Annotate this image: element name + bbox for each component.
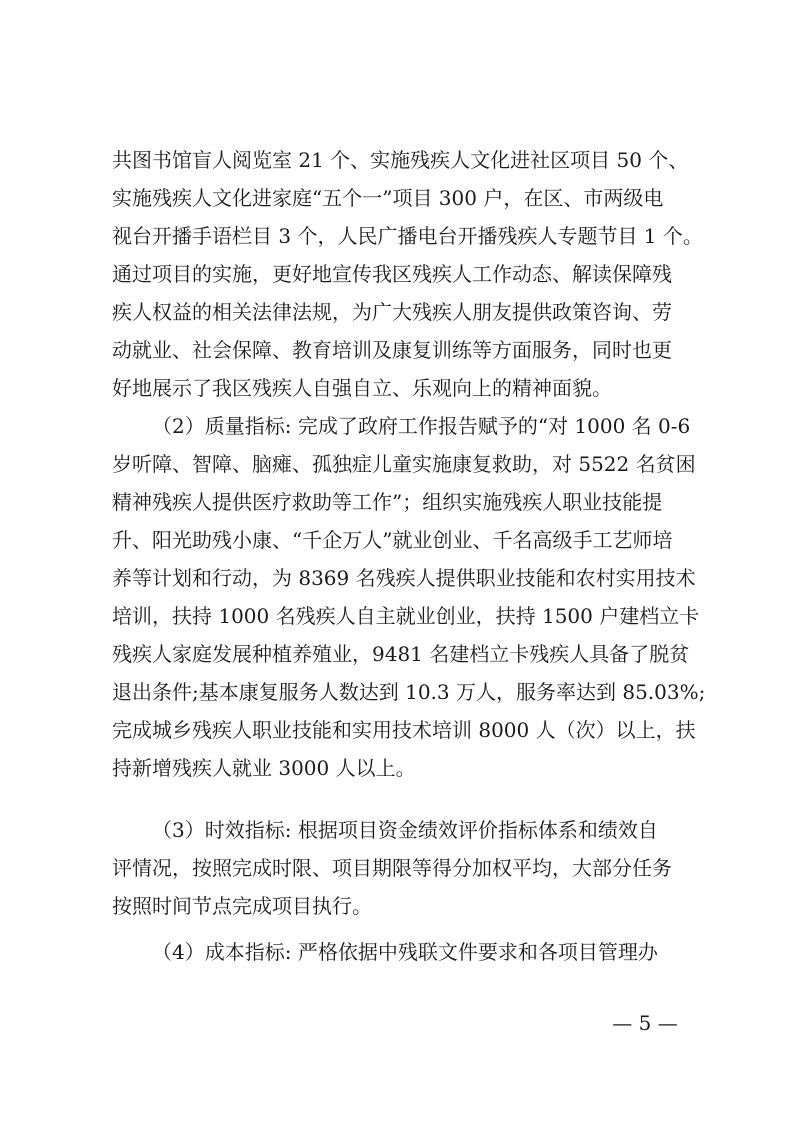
paragraph-start-cost-indicator: （4）成本指标: 严格依据中残联文件要求和各项目管理办 [152,940,658,964]
text-line: 通过项目的实施，更好地宣传我区残疾人工作动态、解读保障残 [112,262,672,286]
paragraph-start-timeliness-indicator: （3）时效指标: 根据项目资金绩效评价指标体系和绩效自 [152,818,658,842]
text-line: 按照时间节点完成项目执行。 [112,894,372,918]
page-number: — 5 — [612,1011,678,1035]
text-line: 评情况，按照完成时限、项目期限等得分加权平均，大部分任务 [112,856,672,880]
text-line: 持新增残疾人就业 3000 人以上。 [112,756,416,780]
paragraph-start-quality-indicator: （2）质量指标: 完成了政府工作报告赋予的“对 1000 名 0-6 [152,414,691,438]
text-line: 疾人权益的相关法律法规，为广大残疾人朋友提供政策咨询、劳 [112,300,672,324]
text-line: 实施残疾人文化进家庭“五个一”项目 300 户，在区、市两级电 [112,186,664,210]
text-line: 退出条件;基本康复服务人数达到 10.3 万人，服务率达到 85.03%; [112,680,706,704]
text-line: 岁听障、智障、脑瘫、孤独症儿童实施康复救助，对 5522 名贫困 [112,452,696,476]
text-line: 视台开播手语栏目 3 个，人民广播电台开播残疾人专题节目 1 个。 [112,224,703,248]
text-line: 完成城乡残疾人职业技能和实用技术培训 8000 人（次）以上，扶 [112,718,696,742]
text-line: 升、阳光助残小康、“千企万人”就业创业、千名高级手工艺师培 [112,528,673,552]
text-line: 养等计划和行动，为 8369 名残疾人提供职业技能和农村实用技术 [112,566,696,590]
text-line: 培训，扶持 1000 名残疾人自主就业创业，扶持 1500 户建档立卡 [112,604,700,628]
text-line: 精神残疾人提供医疗救助等工作”；组织实施残疾人职业技能提 [112,490,663,514]
text-line: 残疾人家庭发展种植养殖业，9481 名建档立卡残疾人具备了脱贫 [112,642,690,666]
text-line: 动就业、社会保障、教育培训及康复训练等方面服务，同时也更 [112,338,672,362]
text-line: 好地展示了我区残疾人自强自立、乐观向上的精神面貌。 [112,376,612,400]
text-line: 共图书馆盲人阅览室 21 个、实施残疾人文化进社区项目 50 个、 [112,148,689,172]
